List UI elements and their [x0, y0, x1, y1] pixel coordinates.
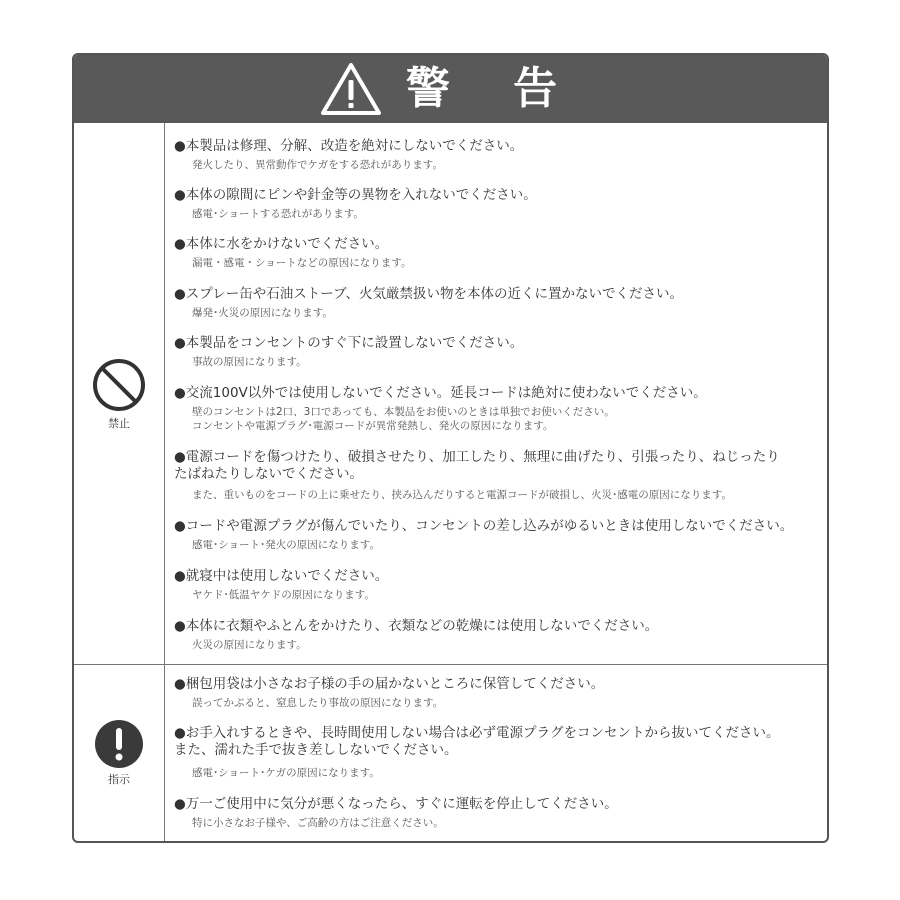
item-note: 特に小さなお子様や、ご高齢の方はご注意ください。 [192, 817, 444, 829]
list-item [174, 725, 819, 781]
item-title: ●本体に水をかけないでください。 [174, 236, 389, 252]
list-item [174, 236, 819, 271]
item-note: 事故の原因になります。 [192, 356, 307, 368]
item-title: ●コードや電源プラグが傷んでいたり、コンセントの差し込みがゆるいときは使用しないでください。 [174, 518, 794, 534]
item-title: ●本体に衣類やふとんをかけたり、衣類などの乾燥には使用しないでください。 [174, 618, 659, 634]
item-note: 火災の原因になります。 [192, 639, 307, 651]
item-title: ●本製品をコンセントのすぐ下に設置しないでください。 [174, 335, 524, 351]
item-title: ●電源コードを傷つけたり、破損させたり、加工したり、無理に曲げたり、引張ったり、ねじったり たばねたりしないでください。 [174, 449, 780, 482]
prohibited-section [74, 123, 827, 665]
item-note: 漏電・感電・ショートなどの原因になります。 [192, 257, 412, 269]
item-note: 感電･ショート･発火の原因になります。 [192, 539, 380, 551]
list-item [174, 187, 819, 222]
prohibited-side [74, 123, 165, 664]
item-title: ●交流100V以外では使用しないでください。延長コードは絶対に使わないでください。 [174, 385, 707, 401]
item-title: ●本体の隙間にピンや針金等の異物を入れないでください。 [174, 187, 537, 203]
warning-title: 警 告 [405, 63, 582, 114]
prohibited-label: 禁止 [108, 416, 130, 430]
item-title: ●万一ご使用中に気分が悪くなったら、すぐに運転を停止してください。 [174, 796, 618, 812]
list-item [174, 138, 819, 173]
item-note: ヤケド･低温ヤケドの原因になります。 [192, 589, 375, 601]
list-item [174, 385, 819, 433]
item-note: 誤ってかぶると、窒息したり事故の原因になります。 [192, 697, 444, 709]
list-item [174, 449, 819, 503]
instruction-side [74, 665, 165, 841]
item-title: ●就寝中は使用しないでください。 [174, 568, 389, 584]
exclamation-circle-icon [94, 719, 144, 769]
prohibited-icon [91, 357, 147, 413]
list-item [174, 676, 819, 711]
item-note: 感電･ショートする恐れがあります。 [192, 208, 364, 220]
item-title: ●スプレー缶や石油ストーブ、火気厳禁扱い物を本体の近くに置かないでください。 [174, 286, 683, 302]
list-item [174, 568, 819, 603]
list-item [174, 796, 819, 831]
item-note: 爆発･火災の原因になります。 [192, 307, 333, 319]
item-note: 感電･ショート･ケガの原因になります。 [192, 767, 380, 779]
item-title: ●お手入れするときや、長時間使用しない場合は必ず電源プラグをコンセントから抜いてください。 また、濡れた手で抜き差ししないでください。 [174, 725, 780, 758]
list-item [174, 618, 819, 653]
warning-panel [72, 53, 829, 843]
list-item [174, 335, 819, 370]
instruction-section [74, 665, 827, 841]
item-title: ●梱包用袋は小さなお子様の手の届かないところに保管してください。 [174, 676, 605, 692]
list-item [174, 518, 819, 553]
warning-triangle-icon [320, 62, 382, 116]
list-item [174, 286, 819, 321]
warning-header [74, 55, 827, 123]
item-note: また、重いものをコードの上に乗せたり、挟み込んだりすると電源コードが破損し、火災･感電の原因になります。 [192, 489, 732, 501]
item-note: 発火したり、異常動作でケガをする恐れがあります。 [192, 159, 443, 171]
item-note: 壁のコンセントは2口、3口であっても、本製品をお使いのときは単独でお使いください。 コンセントや電源プラグ･電源コードが異常発熱し、発火の原因になります。 [192, 406, 615, 432]
item-title: ●本製品は修理、分解、改造を絶対にしないでください。 [174, 138, 524, 154]
instruction-label: 指示 [108, 773, 130, 786]
